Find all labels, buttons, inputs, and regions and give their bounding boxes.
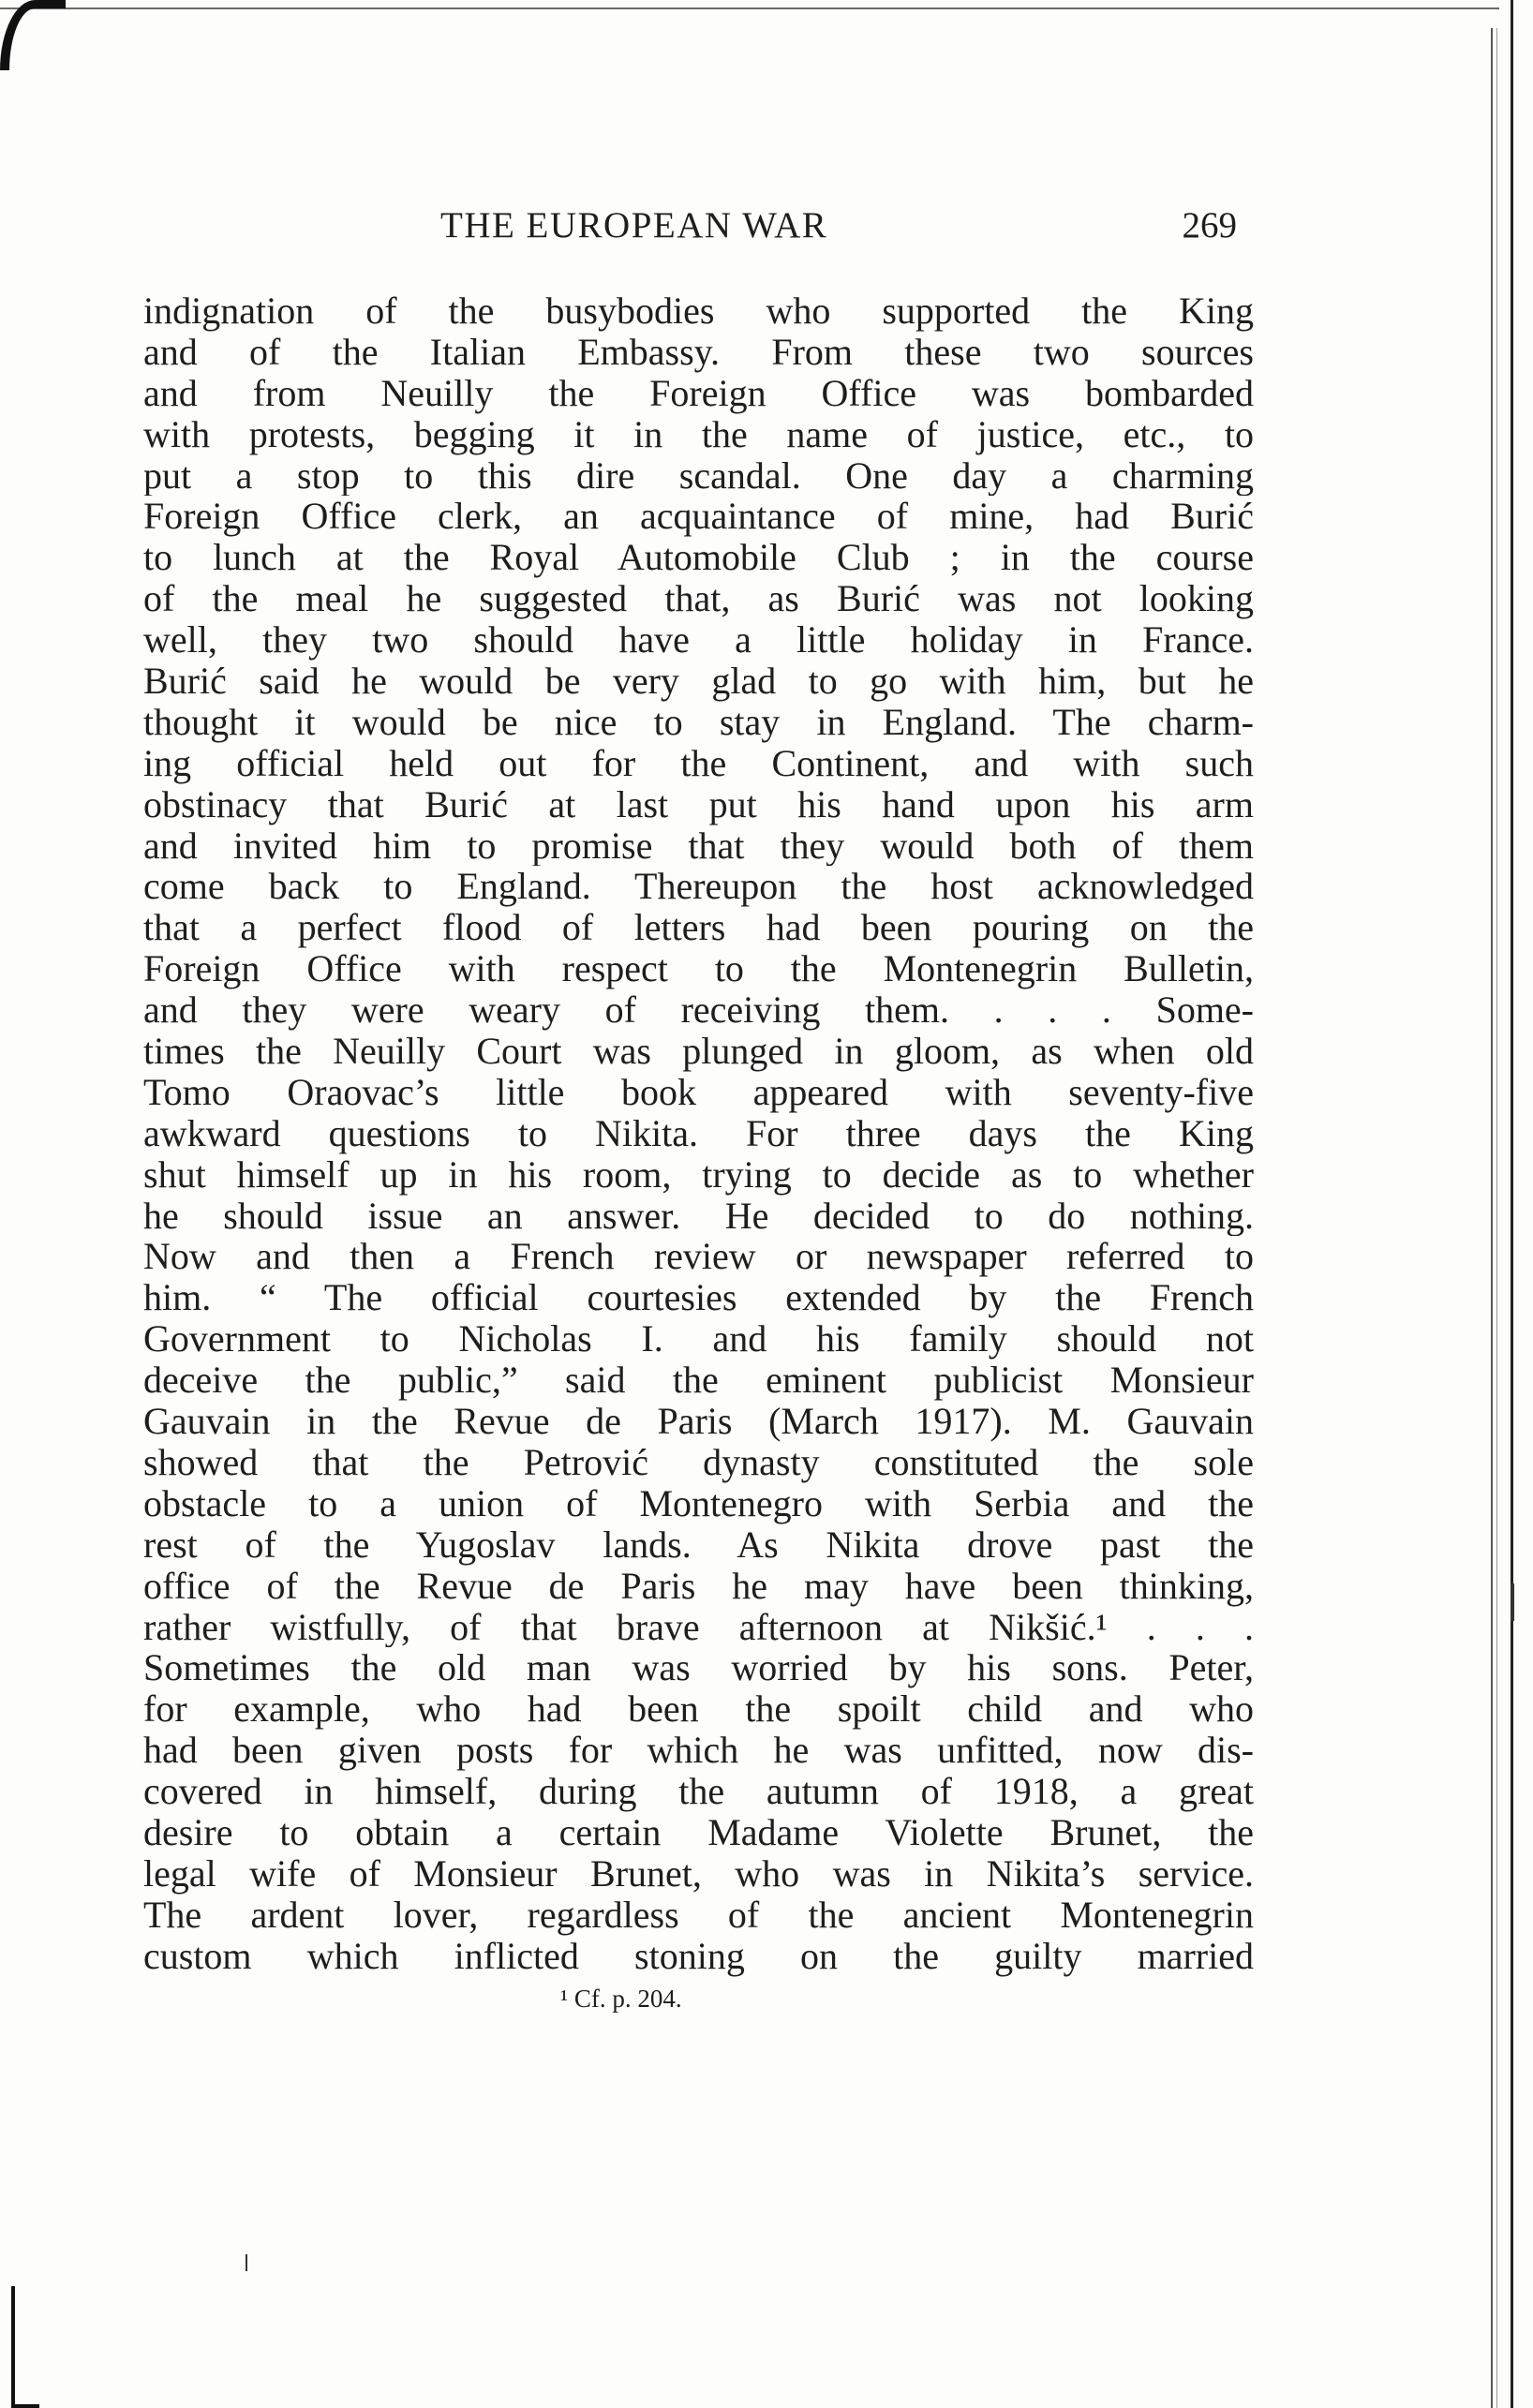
page-number: 269 bbox=[1182, 205, 1237, 245]
text-line: Now and then a French review or newspaper referred to bbox=[143, 1236, 1254, 1278]
scan-edge-right-mid bbox=[1496, 28, 1497, 2408]
text-line: custom which inflicted stoning on the guilty married bbox=[143, 1935, 1254, 1977]
text-line: legal wife of Monsieur Brunet, who was in Nikita’s service. bbox=[143, 1852, 1254, 1895]
text-line: desire to obtain a certain Madame Violette Brunet, the bbox=[143, 1811, 1254, 1853]
text-line: had been given posts for which he was unfitted, now dis- bbox=[143, 1730, 1254, 1772]
scan-edge-right bbox=[1511, 0, 1513, 2408]
text-line: well, they two should have a little holiday in France. bbox=[143, 619, 1254, 661]
text-line: him. “ The official courtesies extended by the French bbox=[143, 1277, 1254, 1319]
text-line: ing official held out for the Continent, and with such bbox=[143, 742, 1254, 784]
text-line: deceive the public,” said the eminent publicist Monsieur bbox=[143, 1360, 1254, 1402]
footnote: ¹ Cf. p. 204. bbox=[560, 1984, 682, 2013]
scan-speck bbox=[1511, 1583, 1514, 1621]
text-line: to lunch at the Royal Automobile Club ; in the course bbox=[143, 537, 1254, 579]
text-line: thought it would be nice to stay in England. The charm- bbox=[143, 701, 1254, 743]
text-line: come back to England. Thereupon the host acknowledged bbox=[143, 866, 1254, 908]
scan-speck bbox=[246, 2254, 247, 2271]
text-line: rather wistfully, of that brave afternoon at Nikšić.¹ . . . bbox=[143, 1606, 1254, 1648]
text-line: covered in himself, during the autumn of 1918, a great bbox=[143, 1771, 1254, 1812]
body-text bbox=[143, 290, 1254, 1977]
text-line: Foreign Office with respect to the Montenegrin Bulletin, bbox=[143, 948, 1254, 990]
running-head bbox=[150, 204, 1237, 251]
scan-edge-top bbox=[0, 7, 1499, 9]
text-line: times the Neuilly Court was plunged in gloom, as when old bbox=[143, 1031, 1254, 1072]
text-line: office of the Revue de Paris he may have been thinking, bbox=[143, 1565, 1254, 1607]
text-line: and of the Italian Embassy. From these two sources bbox=[143, 331, 1254, 373]
scan-edge-right-inner bbox=[1491, 28, 1493, 2408]
text-line: put a stop to this dire scandal. One day a charming bbox=[143, 454, 1254, 497]
text-line: with protests, begging it in the name of justice, etc., to bbox=[143, 413, 1254, 455]
text-line: Government to Nicholas I. and his family should not bbox=[143, 1318, 1254, 1360]
text-line: rest of the Yugoslav lands. As Nikita drove past the bbox=[143, 1524, 1254, 1566]
text-line: Gauvain in the Revue de Paris (March 1917). M. Gauvain bbox=[143, 1401, 1254, 1442]
running-title: THE EUROPEAN WAR bbox=[440, 205, 828, 245]
text-line: obstacle to a union of Montenegro with Serbia and the bbox=[143, 1482, 1254, 1524]
text-line: awkward questions to Nikita. For three days the King bbox=[143, 1112, 1254, 1154]
text-line: Foreign Office clerk, an acquaintance of mine, had Burić bbox=[143, 496, 1254, 538]
text-line: Burić said he would be very glad to go with him, but he bbox=[143, 661, 1254, 702]
text-line: obstinacy that Burić at last put his hand upon his arm bbox=[143, 783, 1254, 825]
text-line: showed that the Petrović dynasty constituted the sole bbox=[143, 1441, 1254, 1483]
scan-edge-corner-top-left bbox=[0, 0, 66, 70]
text-line: for example, who had been the spoilt child and who bbox=[143, 1688, 1254, 1731]
text-line: he should issue an answer. He decided to do nothing. bbox=[143, 1195, 1254, 1237]
text-line: shut himself up in his room, trying to decide as to whether bbox=[143, 1153, 1254, 1196]
text-line: that a perfect flood of letters had been pouring on the bbox=[143, 907, 1254, 949]
text-line: and invited him to promise that they would both of them bbox=[143, 825, 1254, 867]
text-line: of the meal he suggested that, as Burić was not looking bbox=[143, 578, 1254, 620]
text-line: indignation of the busybodies who supported the King bbox=[143, 290, 1254, 332]
text-line: Sometimes the old man was worried by his sons. Peter, bbox=[143, 1647, 1254, 1689]
text-line: The ardent lover, regardless of the ancient Montenegrin bbox=[143, 1894, 1254, 1936]
text-line: and from Neuilly the Foreign Office was bombarded bbox=[143, 372, 1254, 414]
scan-edge-corner-bottom-left bbox=[11, 2286, 39, 2408]
text-line: Tomo Oraovac’s little book appeared with seventy-five bbox=[143, 1071, 1254, 1113]
text-line: and they were weary of receiving them. . . . Some- bbox=[143, 989, 1254, 1032]
